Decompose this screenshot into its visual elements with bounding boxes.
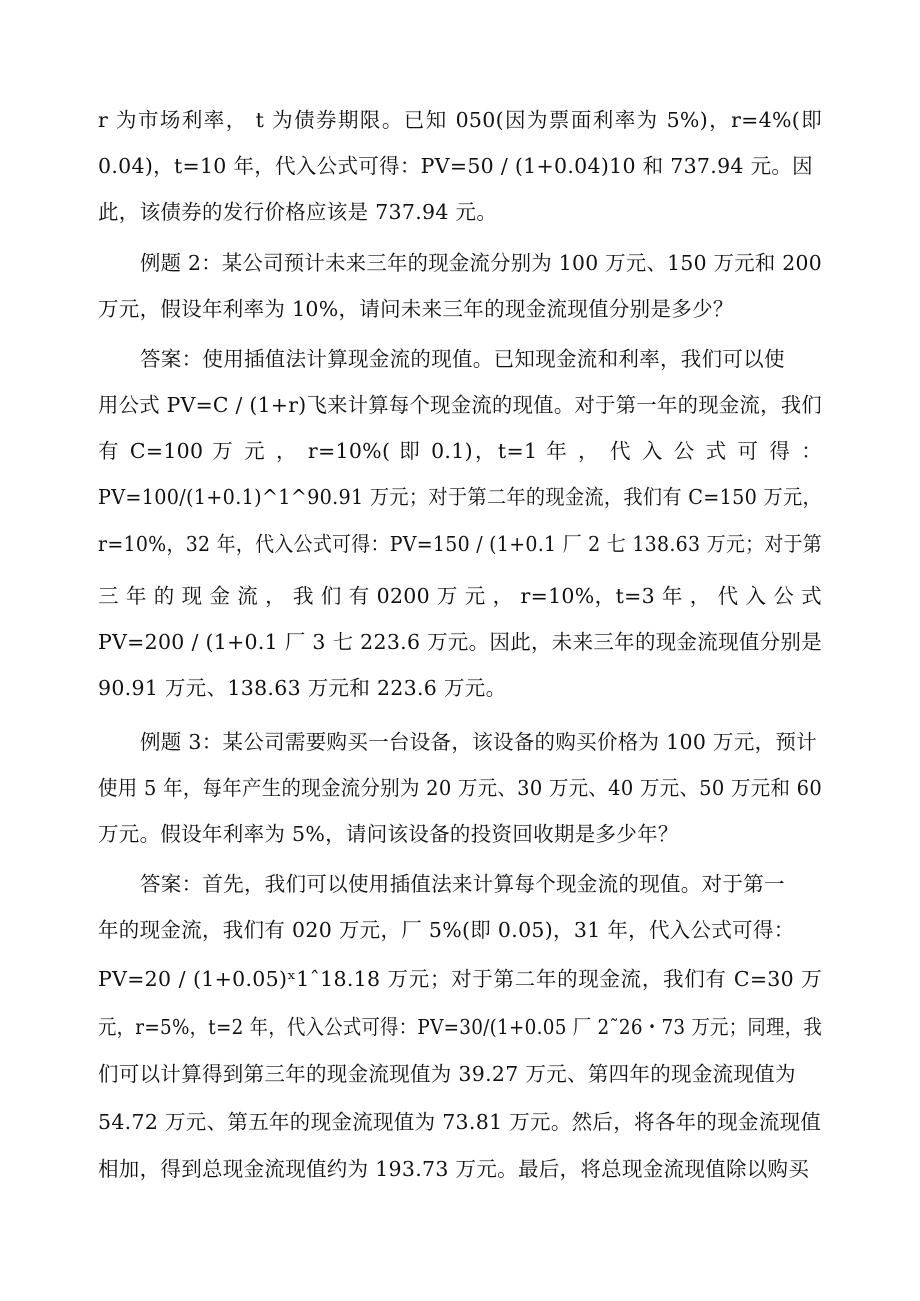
- text-line: 答案：首先，我们可以使用插值法来计算每个现金流的现值。对于第一: [140, 872, 785, 896]
- text-line: 万元。假设年利率为 5%，请问该设备的投资回收期是多少年？: [98, 822, 679, 846]
- text-line: 用公式 PV=C / (1+r)飞来计算每个现金流的现值。对于第一年的现金流，我们: [98, 393, 823, 417]
- text-line: r=10%，32 年，代入公式可得：PV=150 / (1+0.1 厂 2 七 138.63 万元；对于第: [98, 532, 823, 556]
- text-line: 们可以计算得到第三年的现金流现值为 39.27 万元、第四年的现金流现值为: [98, 1062, 796, 1086]
- text-line: 例题 3：某公司需要购买一台设备，该设备的购买价格为 100 万元，预计: [140, 730, 818, 754]
- text-line: 使用 5 年，每年产生的现金流分别为 20 万元、30 万元、40 万元、50 万元和 60: [98, 776, 822, 800]
- text-line: 万元，假设年利率为 10%，请问未来三年的现金流现值分别是多少？: [98, 297, 734, 321]
- text-line: 此，该债券的发行价格应该是 737.94 元。: [98, 200, 498, 224]
- text-line: 相加，得到总现金流现值约为 193.73 万元。最后，将总现金流现值除以购买: [98, 1157, 810, 1181]
- text-line: PV=20 / (1+0.05)ˣ1ˆ18.18 万元；对于第二年的现金流，我们有 C=30 万: [98, 967, 822, 991]
- text-line: 答案：使用插值法计算现金流的现值。已知现金流和利率，我们可以使: [140, 347, 785, 371]
- text-line: 三 年 的 现 金 流 ， 我 们 有 0200 万 元 ， r=10%，t=3 年 ， 代 入 公 式: [98, 584, 822, 608]
- text-line: 元，r=5%，t=2 年，代入公式可得：PV=30/(1+0.05 厂 2˜26・73 万元；同理，我: [98, 1015, 822, 1039]
- text-line: PV=100/(1+0.1)^1^90.91 万元；对于第二年的现金流，我们有 C=150 万元，: [98, 485, 823, 509]
- text-line: 例题 2：某公司预计未来三年的现金流分别为 100 万元、150 万元和 200: [140, 251, 823, 275]
- text-line: 0.04)，t=10 年，代入公式可得：PV=50 / (1+0.04)10 和 737.94 元。因: [98, 154, 813, 178]
- text-line: PV=200 / (1+0.1 厂 3 七 223.6 万元。因此，未来三年的现金流现值分别是: [98, 630, 822, 654]
- text-line: 90.91 万元、138.63 万元和 223.6 万元。: [98, 676, 507, 700]
- text-line: r 为市场利率， t 为债券期限。已知 050(因为票面利率为 5%)，r=4%(即: [98, 108, 822, 132]
- text-line: 年的现金流，我们有 020 万元，厂 5%(即 0.05)，31 年，代入公式可得：: [98, 918, 795, 942]
- text-line: 有 C=100 万 元 ， r=10%( 即 0.1)，t=1 年 ， 代 入 公 式 可 得 ：: [98, 439, 822, 463]
- text-line: 54.72 万元、第五年的现金流现值为 73.81 万元。然后，将各年的现金流现值: [98, 1110, 822, 1134]
